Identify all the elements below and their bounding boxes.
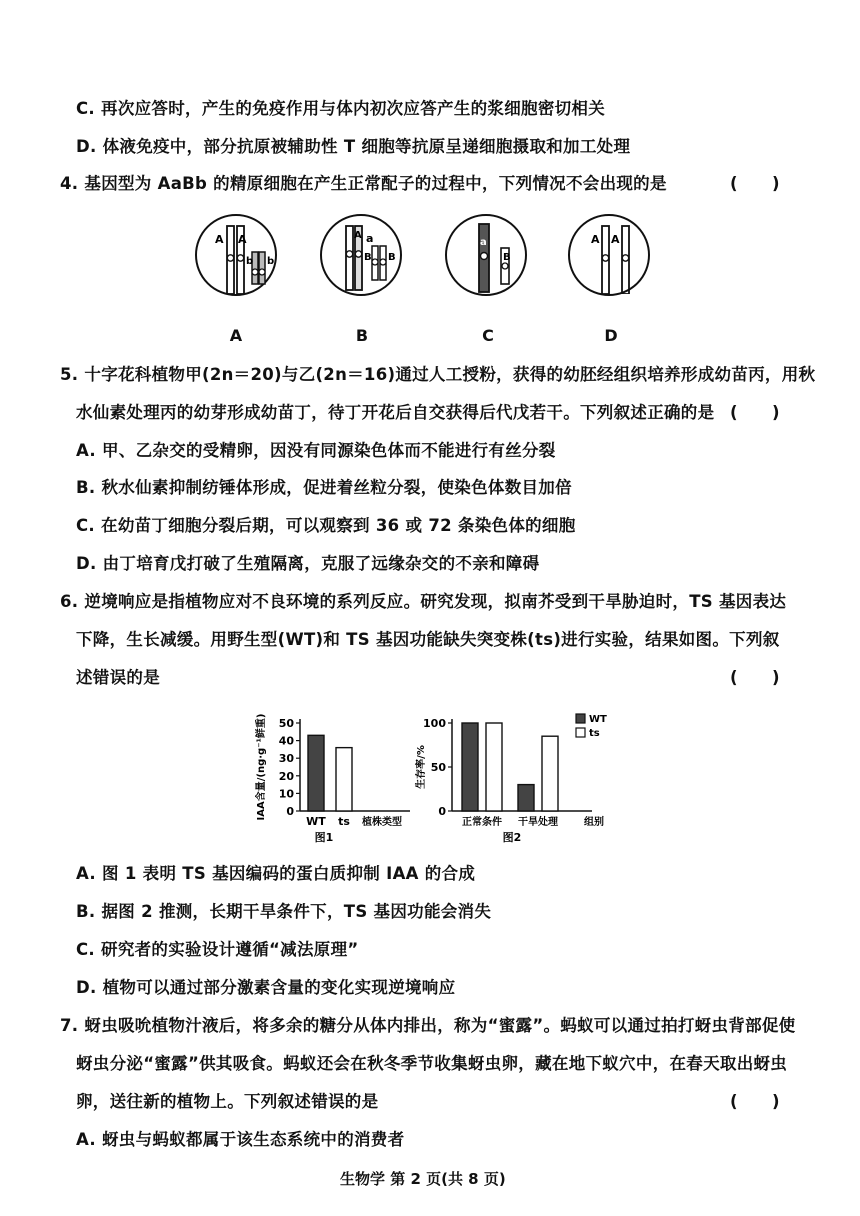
bar-ts-group1 xyxy=(486,723,502,811)
page-footer: 生物学 第 2 页(共 8 页) xyxy=(340,1170,506,1188)
y-tick-label: 0 xyxy=(438,805,446,818)
question-5-stem-line1: 5. 十字花科植物甲(2n＝20)与乙(2n＝16)通过人工授粉，获得的幼胚经组织培养形成幼苗丙，用秋 xyxy=(60,365,816,384)
cell-diagram-c xyxy=(445,214,527,296)
bar-wt-group1 xyxy=(462,723,478,811)
option-7a: A. 蚜虫与蚂蚁都属于该生态系统中的消费者 xyxy=(76,1130,405,1149)
question-7-stem-line3: 卵，送往新的植物上。下列叙述错误的是 xyxy=(76,1092,379,1111)
y-tick-label: 50 xyxy=(430,761,446,774)
y-axis-label: 生存率/% xyxy=(416,745,427,789)
y-tick-label: 50 xyxy=(278,717,294,730)
y-axis-label: IAA含量/(ng·g⁻¹鲜重) xyxy=(256,713,267,821)
x-tick-label: 正常条件 xyxy=(462,817,502,828)
gene-letter: a xyxy=(480,237,487,248)
y-tick-label: 0 xyxy=(286,805,294,818)
cell-label-d: D xyxy=(604,326,618,345)
answer-paren-q4: ( ) xyxy=(730,174,780,193)
gene-letter: A xyxy=(591,233,600,246)
cell-diagram-d xyxy=(568,214,650,296)
question-5-stem-line2: 水仙素处理丙的幼芽形成幼苗丁，待丁开花后自交获得后代戊若干。下列叙述正确的是 xyxy=(76,403,715,422)
cell-diagram-a xyxy=(195,214,277,296)
option-3c: C. 再次应答时，产生的免疫作用与体内初次应答产生的浆细胞密切相关 xyxy=(76,99,606,118)
legend-label-ts: ts xyxy=(589,728,600,739)
gene-letter: B xyxy=(388,252,396,263)
option-3d: D. 体液免疫中，部分抗原被辅助性 T 细胞等抗原呈递细胞摄取和加工处理 xyxy=(76,137,631,156)
chart-title: 图1 xyxy=(314,831,334,844)
x-axis-label: 组别 xyxy=(584,817,604,828)
option-5b: B. 秋水仙素抑制纺锤体形成，促进着丝粒分裂，使染色体数目加倍 xyxy=(76,478,572,497)
answer-paren-q6: ( ) xyxy=(730,668,780,687)
y-tick-label: 40 xyxy=(278,734,294,748)
gene-letter: b xyxy=(246,256,254,267)
cell-label-a: A xyxy=(229,326,243,345)
cell-label-b: B xyxy=(355,326,369,345)
legend-label-wt: WT xyxy=(589,714,607,725)
question-7-stem-line1: 7. 蚜虫吸吮植物汁液后，将多余的糖分从体内排出，称为“蜜露”。蚂蚁可以通过拍打蚜虫背部促使 xyxy=(60,1016,796,1035)
x-tick-label: ts xyxy=(338,815,350,828)
legend-swatch-ts xyxy=(576,728,585,737)
gene-letter: A xyxy=(354,230,362,241)
option-5c: C. 在幼苗丁细胞分裂后期，可以观察到 36 或 72 条染色体的细胞 xyxy=(76,516,576,535)
option-5a: A. 甲、乙杂交的受精卵，因没有同源染色体而不能进行有丝分裂 xyxy=(76,441,556,460)
gene-letter: a xyxy=(366,232,374,245)
cell-label-c: C xyxy=(482,326,494,345)
gene-letter: A xyxy=(238,233,247,246)
question-6-stem-line3: 述错误的是 xyxy=(76,668,160,687)
option-6a: A. 图 1 表明 TS 基因编码的蛋白质抑制 IAA 的合成 xyxy=(76,864,476,883)
chart-figure-1 xyxy=(250,708,420,848)
question-6-stem-line1: 6. 逆境响应是指植物应对不良环境的系列反应。研究发现，拟南芥受到干旱胁迫时，TS 基因表达 xyxy=(60,592,787,611)
question-7-stem-line2: 蚜虫分泌“蜜露”供其吸食。蚂蚁还会在秋冬季节收集蚜虫卵，藏在地下蚁穴中，在春天取出蚜虫 xyxy=(76,1054,788,1073)
x-tick-label: WT xyxy=(306,815,326,828)
option-6c: C. 研究者的实验设计遵循“减法原理” xyxy=(76,940,359,959)
gene-letter: b xyxy=(267,256,275,267)
bar-ts xyxy=(336,748,352,811)
y-tick-label: 10 xyxy=(278,787,294,801)
y-tick-label: 100 xyxy=(423,717,446,730)
y-tick-label: 30 xyxy=(278,752,294,766)
option-5d: D. 由丁培育戊打破了生殖隔离，克服了远缘杂交的不亲和障碍 xyxy=(76,554,540,573)
gene-letter: B xyxy=(364,252,372,263)
bar-wt-group2 xyxy=(518,785,534,811)
question-4-stem: 4. 基因型为 AaBb 的精原细胞在产生正常配子的过程中，下列情况不会出现的是 xyxy=(60,174,667,193)
bar-ts-group2 xyxy=(542,736,558,811)
question-6-stem-line2: 下降，生长减缓。用野生型(WT)和 TS 基因功能缺失突变株(ts)进行实验，结果如图。下列叙 xyxy=(76,630,780,649)
legend-swatch-wt xyxy=(576,714,585,723)
bar-wt xyxy=(308,735,324,811)
y-tick-label: 20 xyxy=(278,769,294,783)
cell-diagram-b xyxy=(320,214,402,296)
answer-paren-q7: ( ) xyxy=(730,1092,780,1111)
chart-title: 图2 xyxy=(502,831,522,844)
x-tick-label: 干旱处理 xyxy=(518,817,558,828)
gene-letter: A xyxy=(215,233,224,246)
chart-figure-2 xyxy=(412,708,622,848)
answer-paren-q5: ( ) xyxy=(730,403,780,422)
gene-letter: B xyxy=(503,252,511,263)
x-axis-label: 植株类型 xyxy=(362,817,402,828)
option-6d: D. 植物可以通过部分激素含量的变化实现逆境响应 xyxy=(76,978,456,997)
option-6b: B. 据图 2 推测，长期干旱条件下，TS 基因功能会消失 xyxy=(76,902,492,921)
gene-letter: A xyxy=(611,233,620,246)
